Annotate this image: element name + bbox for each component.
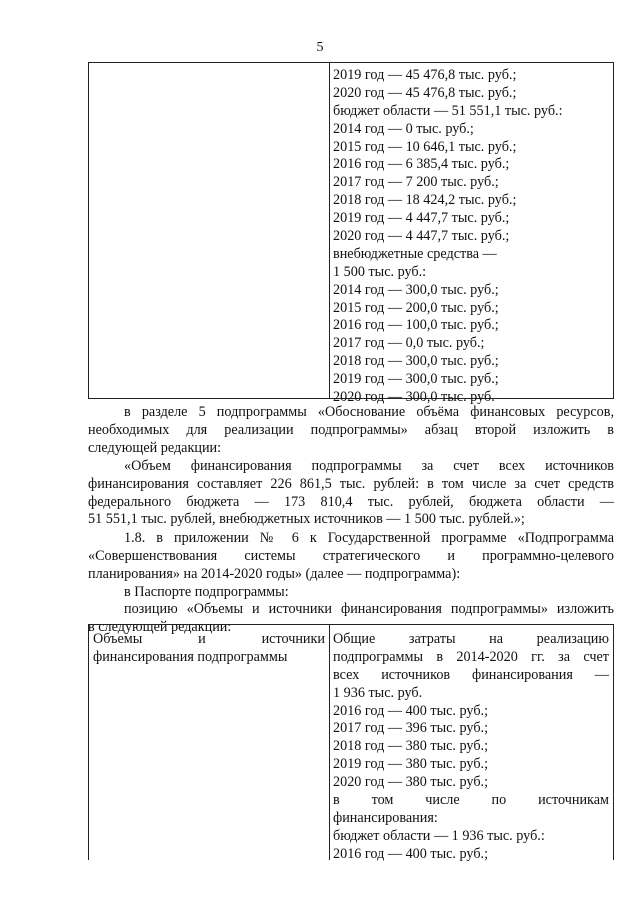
table-right-cell [333,631,609,864]
table-right-cell [333,67,611,407]
funding-line: 2016 год — 400 тыс. руб.; [333,702,489,719]
funding-line: 2018 год — 300,0 тыс. руб.; [333,353,499,370]
text-line: необходимых для реализации подпрограммы» абзац второй изложить в [88,421,614,438]
table-column-divider [329,625,330,860]
funding-line: 2020 год — 300,0 тыс. руб. [333,389,495,406]
funding-line: 2014 год — 0 тыс. руб.; [333,120,474,137]
row-header-line: Объемы и источники [93,631,325,647]
page-number: 5 [316,40,324,55]
row-header-line: финансирования подпрограммы [93,648,288,665]
paragraph-financing-volume [88,458,614,529]
funding-line: 1 936 тыс. руб. [333,684,423,701]
funding-line: 2019 год — 4 447,7 тыс. руб.; [333,210,510,227]
funding-line: 2016 год — 400 тыс. руб.; [333,845,489,862]
funding-line: 2020 год — 380 тыс. руб.; [333,774,489,791]
funding-line: 2016 год — 6 385,4 тыс. руб.; [333,156,510,173]
funding-line: 2020 год — 45 476,8 тыс. руб.; [333,84,517,101]
funding-line: 2019 год — 45 476,8 тыс. руб.; [333,67,517,83]
funding-line: бюджет области — 1 936 тыс. руб.: [333,827,545,844]
paragraph-section5-amendment [88,404,614,457]
funding-line: 2018 год — 18 424,2 тыс. руб.; [333,192,517,209]
text-line: позицию «Объемы и источники финансирования подпрограммы» изложить [124,601,614,617]
text-line: федерального бюджета — 173 810,4 тыс. рублей, бюджета области — [88,493,614,510]
funding-line: 2017 год — 396 тыс. руб.; [333,720,489,737]
text-line: в следующей редакции: [88,618,232,635]
text-line: 51 551,1 тыс. рублей, внебюджетных источников — 1 500 тыс. рублей.»; [88,511,525,528]
funding-line: 2014 год — 300,0 тыс. руб.; [333,281,499,298]
text-line: в Паспорте подпрограммы: [124,584,289,600]
funding-line: 2017 год — 0,0 тыс. руб.; [333,335,485,352]
funding-line: 2015 год — 10 646,1 тыс. руб.; [333,138,517,155]
text-line: в разделе 5 подпрограммы «Обоснование объёма финансовых ресурсов, [124,404,614,420]
funding-line: 2017 год — 7 200 тыс. руб.; [333,174,499,191]
funding-sources-table [88,624,614,860]
text-line: «Объем финансирования подпрограммы за счет всех источников [124,458,614,474]
funding-line: бюджет области — 51 551,1 тыс. руб.: [333,102,563,119]
funding-line: 2018 год — 380 тыс. руб.; [333,738,489,755]
text-line: 1.8. в приложении № 6 к Государственной программе «Подпрограмма [124,530,614,546]
text-line: планирования» на 2014-2020 годы» (далее — подпрограмма): [88,565,461,582]
funding-line: финансирования: [333,809,438,826]
text-line: следующей редакции: [88,439,222,456]
funding-line: подпрограммы в 2014-2020 гг. за счет [333,648,609,665]
paragraph-appendix-6 [88,530,614,583]
funding-line: внебюджетные средства — [333,245,497,262]
table-left-cell [93,631,325,667]
funding-line: Общие затраты на реализацию [333,631,609,647]
funding-line: 2020 год — 4 447,7 тыс. руб.; [333,228,510,245]
funding-table-continuation [88,62,614,406]
funding-line: 2019 год — 380 тыс. руб.; [333,756,489,773]
paragraph-passport [88,584,614,602]
funding-line: 2015 год — 200,0 тыс. руб.; [333,299,499,316]
text-line: финансирования составляет 226 861,5 тыс. рублей: в том числе за счет средств [88,475,614,492]
funding-line: в том числе по источникам [333,792,609,809]
funding-line: 2016 год — 100,0 тыс. руб.; [333,317,499,334]
funding-line: всех источников финансирования — [333,666,609,683]
table-column-divider [329,63,330,398]
text-line: «Совершенствования системы стратегического и программно-целевого [88,547,614,564]
funding-line: 1 500 тыс. руб.: [333,263,427,280]
funding-line: 2019 год — 300,0 тыс. руб.; [333,371,499,388]
